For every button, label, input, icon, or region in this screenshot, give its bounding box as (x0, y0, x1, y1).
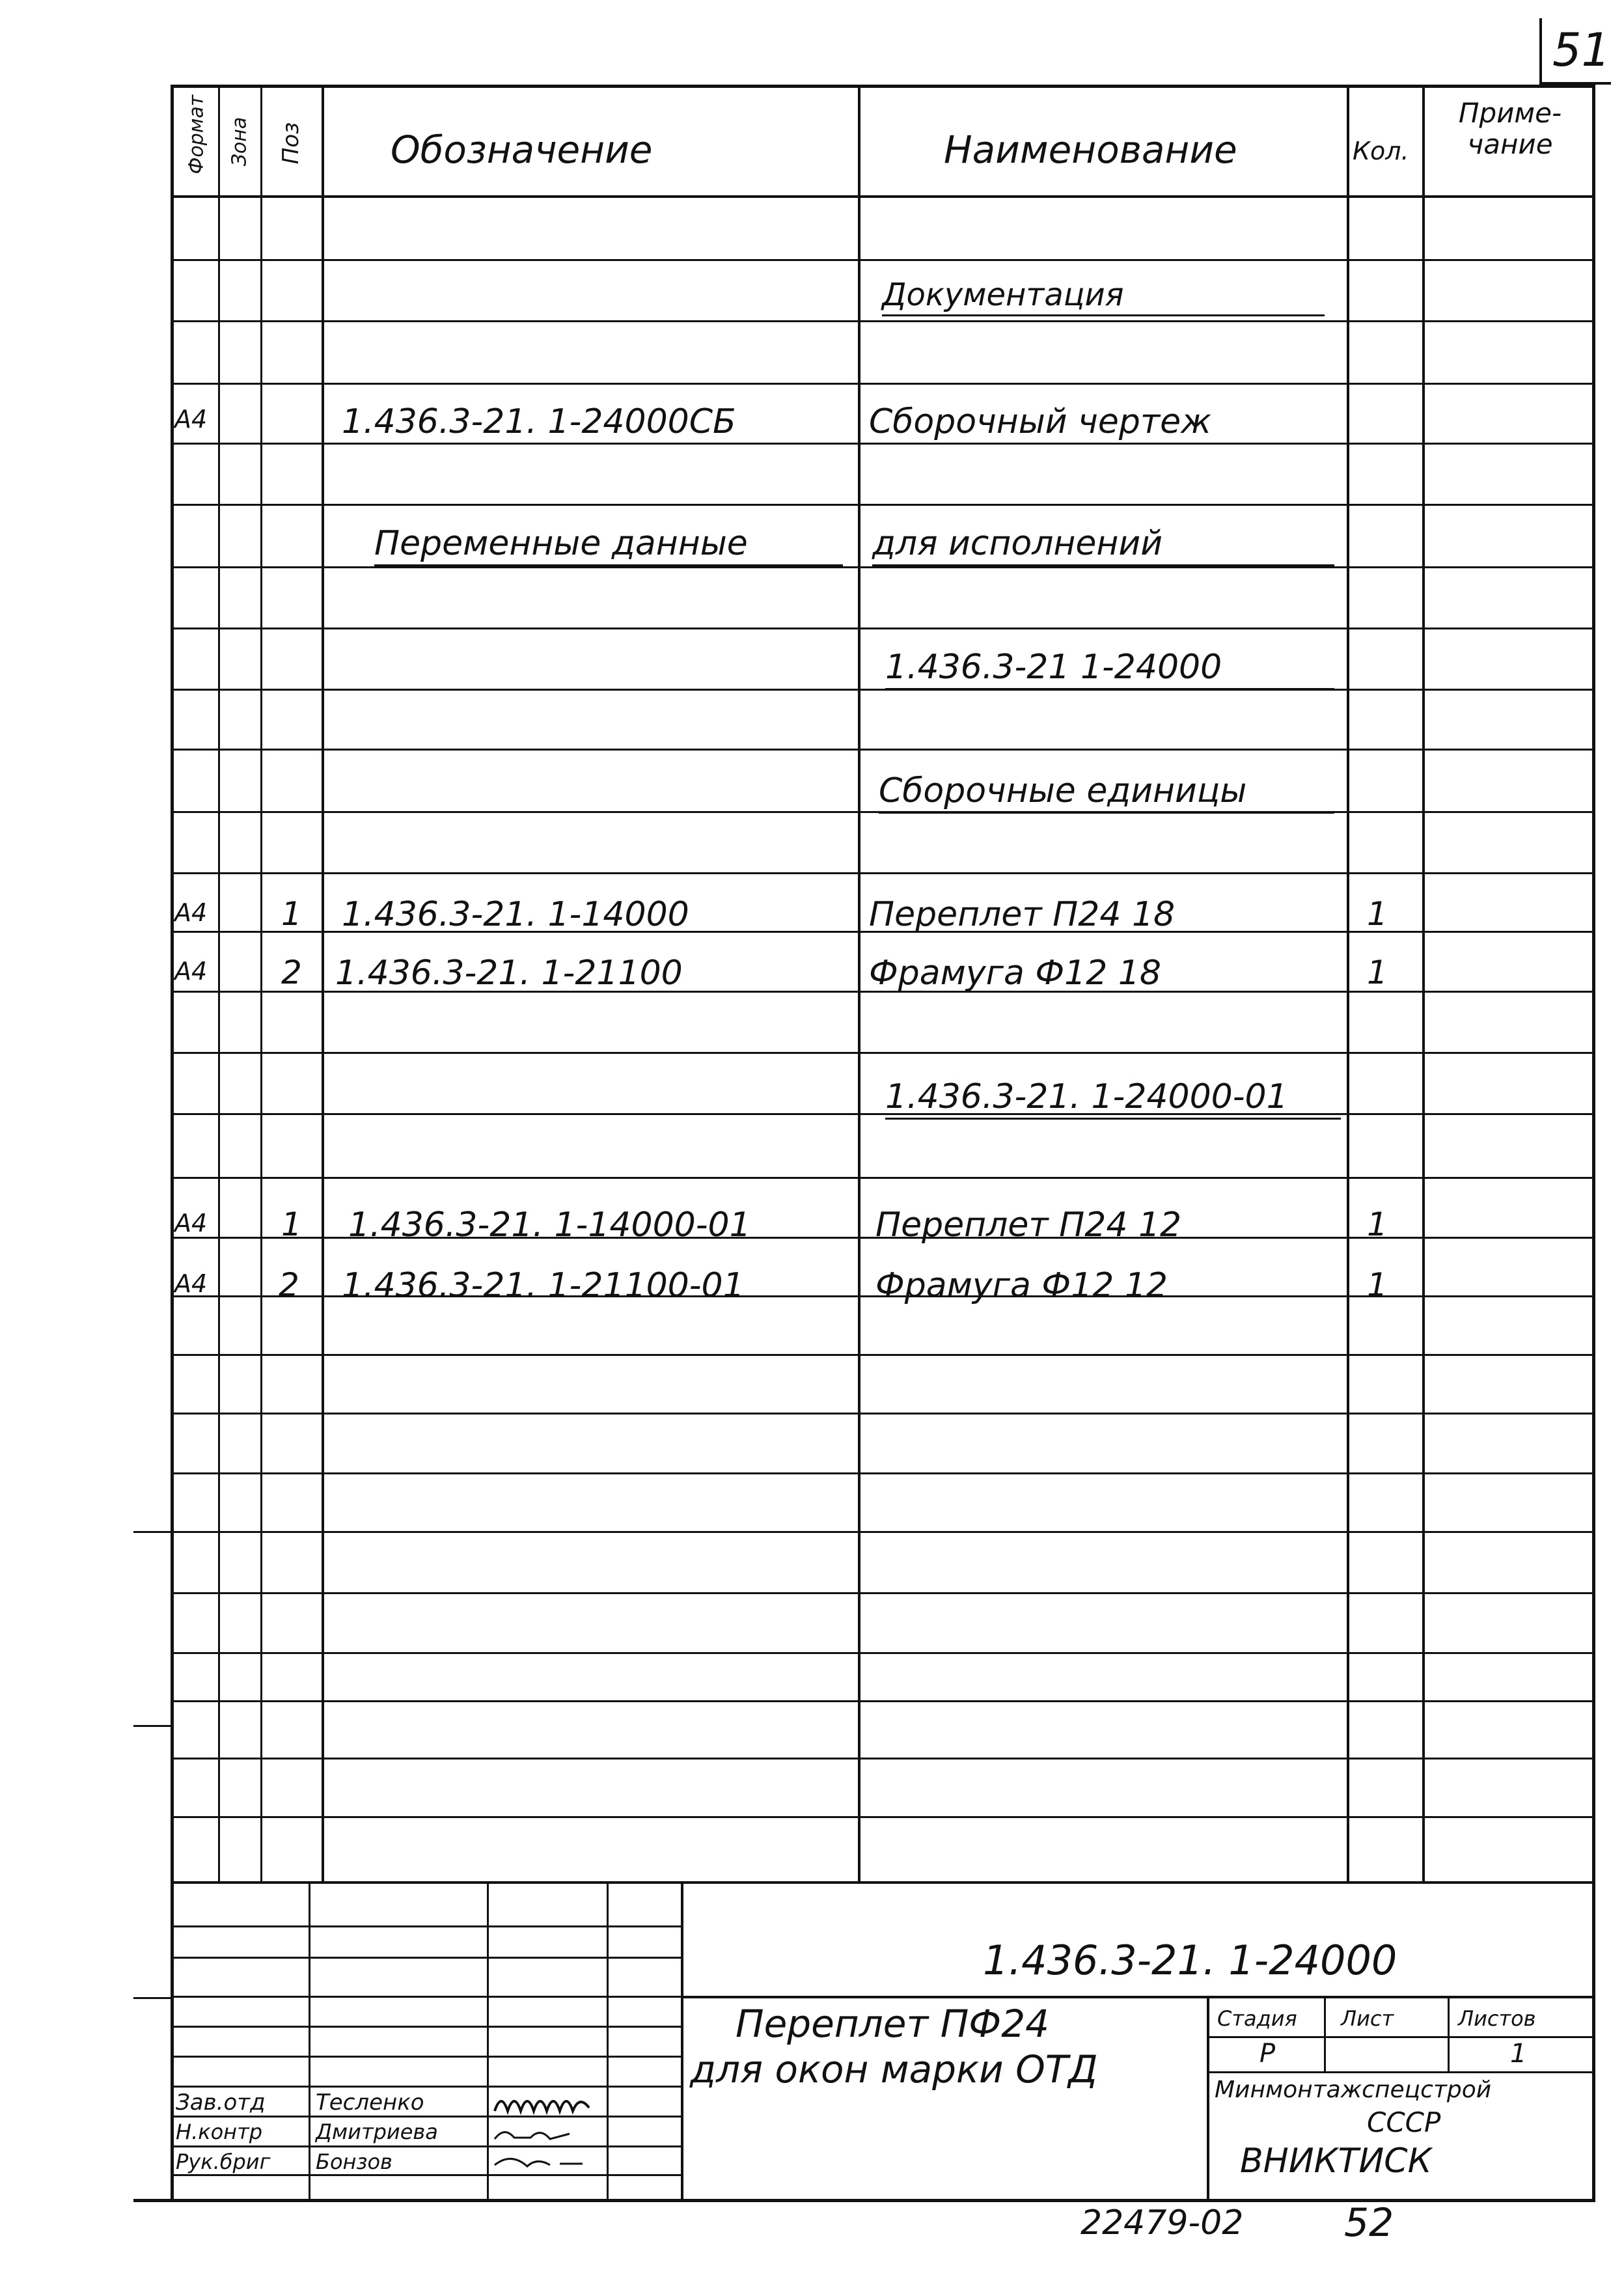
row-divider (172, 383, 1593, 385)
row-divider (172, 259, 1593, 261)
row-name: Сборочный чертеж (869, 402, 1211, 441)
signature-role: Зав.отд (176, 2090, 266, 2116)
row-pos: 1 (281, 895, 302, 933)
row-divider (172, 1113, 1593, 1115)
sheet-label: Лист (1341, 2006, 1394, 2031)
signature-name: Бонзов (316, 2149, 392, 2174)
header-format: Формат (185, 94, 208, 174)
row-designation: 1.436.3-21. 1-21100 (335, 954, 683, 993)
row-divider (172, 1354, 1593, 1356)
row-format: А4 (174, 1209, 208, 1237)
row-designation: 1.436.3-21. 1-21100-01 (342, 1266, 745, 1305)
signature-mark-icon (491, 2088, 609, 2117)
row-name-assembly-units: Сборочные единицы (879, 771, 1334, 814)
row-format: А4 (174, 898, 208, 927)
row-format: А4 (174, 957, 208, 986)
row-qty: 1 (1367, 1266, 1388, 1304)
signature-mark-icon (491, 2119, 583, 2147)
row-qty: 1 (1367, 1206, 1388, 1243)
row-divider (172, 628, 1593, 629)
org-line-3: ВНИКТИСК (1240, 2142, 1432, 2181)
row-divider (172, 320, 1593, 322)
signature-role: Рук.бриг (176, 2149, 271, 2174)
stage-label: Стадия (1217, 2006, 1297, 2031)
row-designation-variable-data: Переменные данные (374, 524, 843, 566)
row-pos: 2 (281, 954, 302, 991)
row-format: А4 (174, 1269, 208, 1298)
row-name: Фрамуга Ф12 18 (869, 954, 1161, 993)
document-code: 1.436.3-21. 1-24000 (983, 1937, 1397, 1984)
sheet-number: 51 (1552, 23, 1611, 77)
row-divider (172, 1816, 1593, 1818)
row-divider (172, 1592, 1593, 1594)
row-divider (172, 504, 1593, 506)
row-designation: 1.436.3-21. 1-24000СБ (342, 402, 736, 441)
row-qty: 1 (1367, 954, 1388, 991)
sheets-label: Листов (1458, 2006, 1536, 2031)
org-line-1: Минмонтажспецстрой (1215, 2076, 1492, 2103)
title-line-2: для окон марки ОТД (690, 2047, 1098, 2091)
header-zone: Зона (228, 117, 251, 167)
signature-name: Тесленко (316, 2090, 424, 2116)
row-name-for-variants: для исполнений (872, 524, 1334, 566)
signature-mark-icon (491, 2148, 589, 2175)
row-name: Фрамуга Ф12 12 (875, 1266, 1168, 1305)
header-note: Приме-чание (1458, 97, 1562, 160)
row-pos: 2 (279, 1266, 299, 1304)
row-divider (172, 1052, 1593, 1054)
title-line-1: Переплет ПФ24 (736, 2002, 1050, 2046)
org-line-2: СССР (1367, 2106, 1441, 2138)
archive-number: 22479-02 (1080, 2203, 1244, 2242)
row-divider (172, 1700, 1593, 1702)
header-pos: Поз (278, 122, 304, 165)
row-divider (172, 1652, 1593, 1654)
row-designation: 1.436.3-21. 1-14000-01 (348, 1206, 751, 1245)
row-divider (172, 872, 1593, 874)
row-divider (172, 1472, 1593, 1474)
row-divider (172, 1413, 1593, 1414)
row-format: А4 (174, 405, 208, 434)
row-divider (172, 689, 1593, 691)
page-number: 52 (1344, 2200, 1394, 2246)
stage-value: Р (1259, 2039, 1276, 2069)
row-divider (172, 749, 1593, 751)
header-qty: Кол. (1353, 137, 1409, 165)
row-divider (172, 443, 1593, 445)
header-designation: Обозначение (391, 128, 653, 172)
row-name-variant-code: 1.436.3-21 1-24000 (885, 648, 1334, 690)
row-designation: 1.436.3-21. 1-14000 (342, 895, 689, 934)
row-divider (172, 1177, 1593, 1179)
sheets-value: 1 (1510, 2039, 1527, 2069)
row-name: Переплет П24 12 (875, 1206, 1182, 1245)
row-name-documentation: Документация (882, 277, 1325, 316)
signature-role: Н.контр (176, 2119, 263, 2144)
row-name-variant-01: 1.436.3-21. 1-24000-01 (885, 1077, 1341, 1120)
row-divider (172, 566, 1593, 568)
row-pos: 1 (281, 1206, 302, 1243)
signature-name: Дмитриева (316, 2119, 438, 2144)
row-divider (172, 1531, 1593, 1533)
row-name: Переплет П24 18 (869, 895, 1176, 934)
row-qty: 1 (1367, 895, 1388, 933)
row-divider (172, 1758, 1593, 1759)
header-name: Наименование (944, 128, 1237, 172)
